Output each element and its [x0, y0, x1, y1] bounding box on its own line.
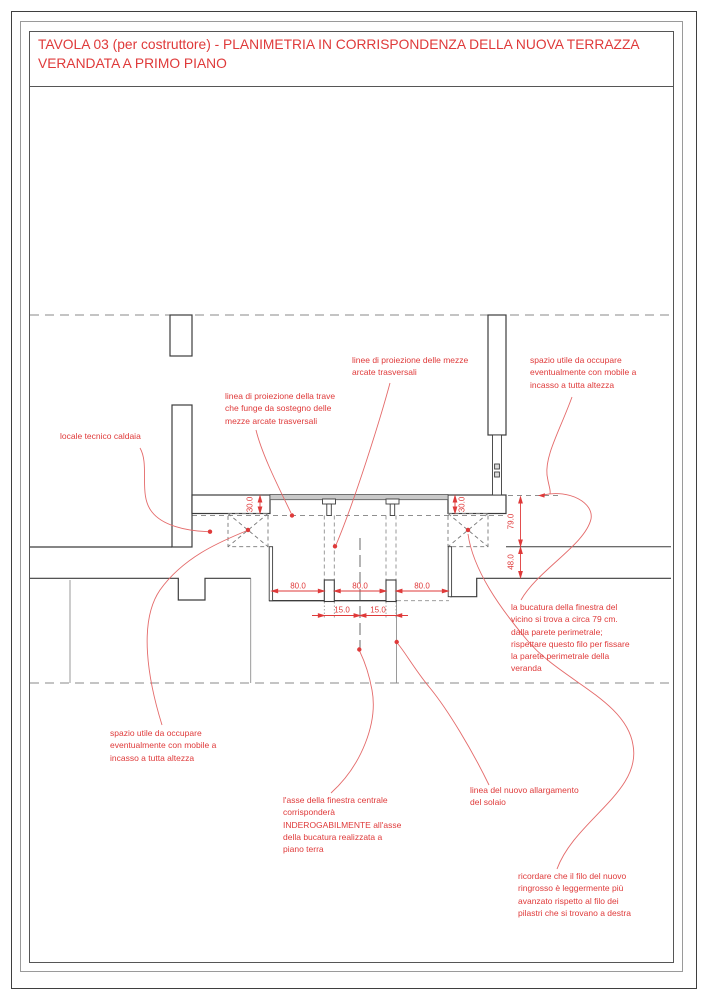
sheet-title: TAVOLA 03 (per costruttore) - PLANIMETRIA IN CORRISPONDENZA DELLA NUOVA TERRAZZA VERANDATA A PRIMO PIANO [38, 37, 640, 71]
annotation-ricordare: ricordare che il filo del nuovo ringrosso è leggermente più avanzato rispetto al filo dei pilastri che si trovano a destra [518, 871, 631, 918]
annotation-spazio-destra: spazio utile da occupare eventualmente con mobile a incasso a tutta altezza [530, 355, 637, 390]
pillar-hatch [228, 514, 488, 547]
annotation-asse-finestra: l'asse della finestra centrale corrisponderà INDEROGABILMENTE all'asse della bucatura realizzata a piano terra [283, 795, 402, 855]
leader-spazio-destra [547, 397, 572, 494]
dim-80-3: 80.0 [414, 581, 430, 591]
dim-80-1: 80.0 [290, 581, 306, 591]
reference-dots [208, 513, 470, 651]
dim-80-2: 80.0 [352, 581, 368, 591]
annotation-spazio-sinistra: spazio utile da occupare eventualmente con mobile a incasso a tutta altezza [110, 728, 217, 763]
door-leaf [493, 435, 502, 495]
leader-bucatura-arrow [538, 493, 545, 497]
annotation-proiezione-trave: linea di proiezione della trave che funge da sostegno delle mezze arcate trasversali [225, 391, 336, 426]
dim-30-right: 30.0 [457, 496, 467, 513]
leader-allargamento [398, 644, 489, 785]
leader-asse-finestra [331, 651, 373, 793]
leader-spazio-sinistra [147, 531, 246, 725]
annotation-mezze-arcate: linee di proiezione delle mezze arcate trasversali [352, 355, 469, 378]
mullion-t-profiles [323, 499, 400, 516]
dim-79: 79.0 [506, 513, 516, 530]
structure-lines [30, 547, 671, 601]
annotation-bucatura: la bucatura della finestra del vicino si trova a circa 79 cm. dalla parete perimetrale; rispettare questo filo per fissare la parete perimetrale della veranda [511, 602, 630, 674]
dim-15-right: 15.0 [370, 605, 386, 615]
dim-48: 48.0 [506, 554, 516, 570]
annotation-allargamento: linea del nuovo allargamento del solaio [470, 785, 579, 808]
dim-30-left: 30.0 [245, 496, 255, 513]
annotation-locale-tecnico: locale tecnico caldaia [60, 431, 141, 441]
leader-mezze-arcate [336, 383, 390, 545]
dim-15-left: 15.0 [334, 605, 350, 615]
glazing-band [270, 495, 448, 500]
leader-ricordare [468, 534, 634, 869]
